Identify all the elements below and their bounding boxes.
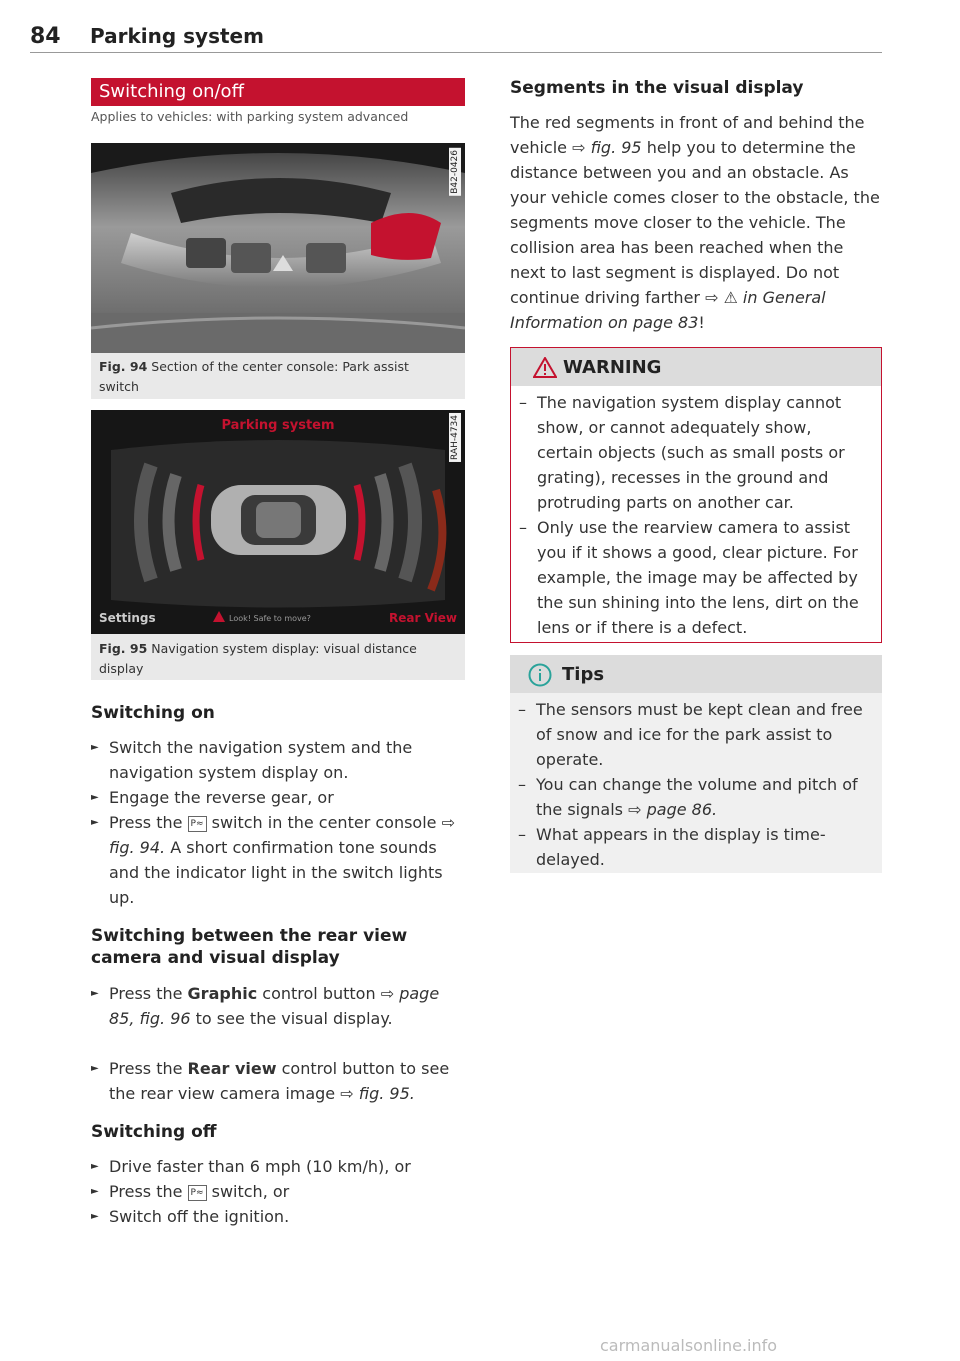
list-item: [91, 1204, 465, 1229]
center-console-image: [91, 143, 465, 353]
list-item: [519, 515, 871, 640]
list-item-text: to see the visual display.: [195, 1009, 393, 1028]
figure-label: Fig. 94: [99, 359, 148, 374]
warning-header: [511, 348, 881, 386]
section-title: Switching on/off: [91, 78, 465, 106]
figure-code: B42-0426: [450, 150, 460, 194]
list-item: [518, 697, 870, 772]
figure-caption-text: Navigation system display: visual distance display: [99, 641, 417, 676]
heading-switching-off: Switching off: [91, 1122, 217, 1142]
warning-box: [510, 347, 882, 643]
list-item: [91, 785, 465, 810]
list-item: [518, 822, 870, 872]
list-item-text: Drive faster than 6 mph (10 km/h), or: [109, 1157, 411, 1176]
list-item-text: Press the: [109, 1182, 183, 1201]
screen-warning-text: Look! Safe to move?: [229, 614, 311, 623]
header-rule: [30, 52, 882, 53]
figure-caption: [99, 639, 449, 679]
list-item: [518, 772, 870, 822]
segments-paragraph: [510, 110, 882, 335]
list-item: [91, 1056, 465, 1106]
list-item-text: Only use the rearview camera to assist you if it shows a good, clear picture. For example, the image may be affected by the sun shining into the lens, dirt on the lens or if there is a defect.: [537, 518, 859, 637]
list-item: [91, 1154, 465, 1179]
graphic-button-label: Graphic: [187, 984, 258, 1003]
list-item-text: The navigation system display cannot show, or cannot adequately show, certain objects (such as small posts or grating), recesses in the ground and protruding parts on another car.: [537, 393, 845, 512]
list-item-text: Switch the navigation system and the navigation system display on.: [109, 738, 413, 782]
list-item: [519, 390, 871, 515]
figure-caption-text: Section of the center console: Park assist switch: [99, 359, 409, 394]
figure-label: Fig. 95: [99, 641, 148, 656]
list-item-text: The sensors must be kept clean and free of snow and ice for the park assist to operate.: [536, 700, 863, 769]
figure-code: RAH-4734: [450, 415, 460, 460]
list-item: [91, 981, 465, 1031]
list-item-text: control button to see the rear view camera image: [109, 1059, 450, 1103]
cross-reference: ⇨ page 86.: [628, 800, 718, 819]
park-assist-key: P≈: [188, 1185, 207, 1201]
paragraph-text: !: [698, 313, 705, 332]
settings-button: Settings: [99, 611, 156, 625]
info-icon: [528, 663, 552, 687]
figure-94: [91, 143, 465, 399]
list-item: [91, 1179, 465, 1204]
list-item-text: Press the: [109, 1059, 183, 1078]
list-item-text: control button: [262, 984, 376, 1003]
paragraph-text: The red segments in front of and behind the vehicle: [510, 113, 865, 157]
list-item-text: Press the: [109, 813, 183, 832]
parking-display-image: [91, 410, 465, 634]
list-item: [91, 810, 465, 910]
tips-label: Tips: [562, 664, 605, 685]
list-item-text: Press the: [109, 984, 183, 1003]
cross-reference: ⇨ fig. 95: [572, 138, 642, 157]
list-item-text: Switch off the ignition.: [109, 1207, 290, 1226]
page-number: 84: [30, 24, 61, 49]
warning-icon: [533, 357, 557, 378]
rear-view-button-label: Rear view: [187, 1059, 277, 1078]
heading-switching-between: Switching between the rear view camera and visual display: [91, 926, 408, 968]
page-header-title: Parking system: [90, 24, 264, 48]
list-item-text: switch in the center console: [211, 813, 437, 832]
paragraph-text: help you to determine the distance between you and an obstacle. As your vehicle comes closer to the obstacle, the segments move closer to the vehicle. The collision area has been reached when the next to last segment is displayed. Do not continue driving farther: [510, 138, 880, 307]
list-item-text: switch, or: [211, 1182, 290, 1201]
heading-segments: Segments in the visual display: [510, 78, 804, 98]
park-assist-key: P≈: [188, 816, 207, 832]
warning-label: WARNING: [563, 357, 662, 378]
cross-reference: ⇨ ⚠ in General Information on page 83: [510, 288, 826, 332]
list-item-text: You can change the volume and pitch of the signals: [536, 775, 858, 819]
tips-box: [510, 655, 882, 873]
cross-reference: ⇨ page 85, fig. 96: [109, 984, 440, 1028]
list-item: [91, 735, 465, 785]
cross-reference: ⇨ fig. 95.: [340, 1084, 415, 1103]
figure-caption: [99, 357, 449, 397]
heading-switching-on: Switching on: [91, 703, 215, 723]
tips-header: [510, 655, 882, 693]
screen-title: Parking system: [221, 418, 335, 433]
list-item-text: What appears in the display is time-delayed.: [536, 825, 826, 869]
list-item-text: A short confirmation tone sounds and the indicator light in the switch lights up.: [109, 838, 443, 907]
figure-95: [91, 410, 465, 680]
rear-view-button: Rear View: [389, 611, 457, 625]
list-item-text: Engage the reverse gear, or: [109, 788, 334, 807]
watermark: carmanualsonline.info: [600, 1336, 778, 1355]
applies-note: Applies to vehicles: with parking system advanced: [91, 109, 409, 124]
cross-reference: ⇨ fig. 94.: [109, 813, 455, 857]
